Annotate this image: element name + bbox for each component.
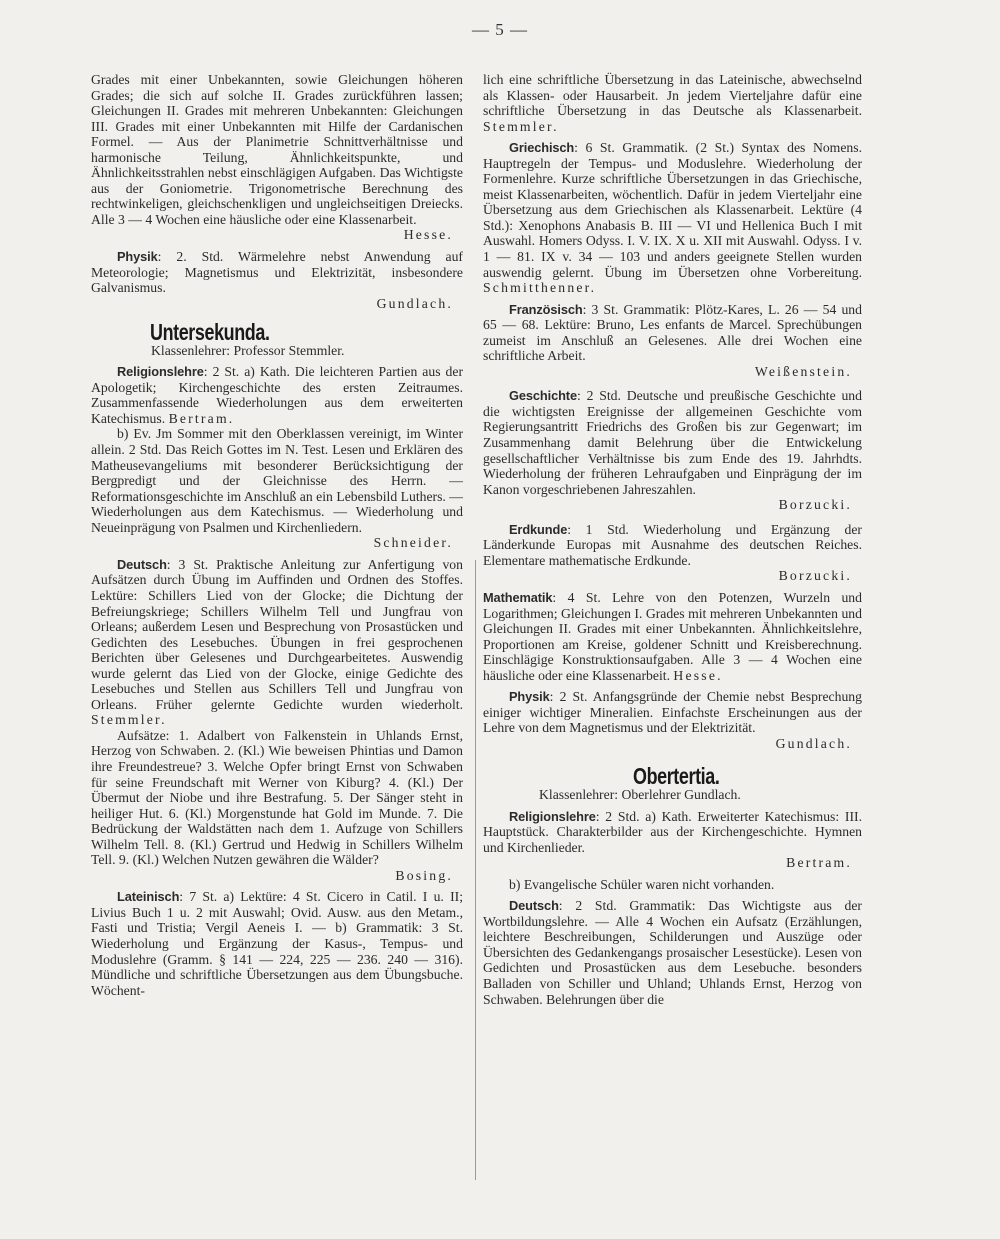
franz-section xyxy=(483,302,862,364)
gesch-text: : 2 Std. Deutsche und preußische Geschichte und die wichtigsten Ereignisse der allgemeinen Geschichte vom Regierungsantritt Friedrichs des Großen bis zur Gegenwart; im Zusammenhang damit Belehrung über die Entwickelung gesellschaftlicher Verhältnisse bis zum Ende des 19. Jahrhdts. Wiederholung der früheren Lehraufgaben und Einprägung der im Kanon vorgeschriebenen Jahreszahlen. xyxy=(483,388,862,497)
latein-label: Lateinisch xyxy=(117,889,180,905)
griech-signature: Schmitthenner. xyxy=(483,280,597,296)
mathe-signature: Hesse. xyxy=(673,667,723,683)
right-intro-body: lich eine schriftliche Übersetzung in das Lateinische, abwechselnd als Klassen- oder Hausarbeit. Jn jedem Vierteljahre dafür eine schriftliche Übersetzung in das Deutsche als Klassenarbeit. xyxy=(483,72,862,119)
religion2-label: Religionslehre xyxy=(509,808,596,824)
right-intro-signature: Stemmler. xyxy=(483,118,559,134)
mathe-label: Mathematik xyxy=(483,589,553,605)
physik-text: : 2. Std. Wärmelehre nebst Anwendung auf Meteorologie; Magnetismus und Elektrizität, insbesondere Galvanismus. xyxy=(91,249,463,296)
column-divider xyxy=(475,560,476,1180)
aufsaetze-signature: Bosing. xyxy=(395,867,453,883)
deutsch-signature: Stemmler. xyxy=(91,712,167,728)
physik2-label: Physik xyxy=(509,689,550,705)
physik2-signature: Gundlach. xyxy=(775,735,852,751)
aufsaetze-text: Aufsätze: 1. Adalbert von Falkenstein in Uhlands Ernst, Herzog von Schwaben. 2. (Kl.) Wie beweisen Phintias und Damon ihre Freundestreue? 3. Welche Opfer bringt Ernst von Schwaben für seine Freundschaft mit Werner von Kiburg? 4. (Kl.) Der Übermut der Niobe und ihre Bestrafung. 5. Der Sänger steht in heiliger Hut. 6. (Kl.) Morgenstunde hat Gold im Munde. 7. Die Bedrückung der Waldstätten nach dem 1. Aufzuge von Schillers Wilhelm Tell. 8. (Kl.) Gertrud und Hedwig in Schillers Wilhelm Tell. 9. (Kl.) Welchen Nutzen gewähren die Wälder? xyxy=(91,727,463,868)
mathe-section xyxy=(483,590,862,683)
griech-section xyxy=(483,140,862,295)
physik2-section xyxy=(483,689,862,736)
religion2-ev-text: b) Evangelische Schüler waren nicht vorhanden. xyxy=(509,876,775,892)
physik-label: Physik xyxy=(117,249,158,265)
left-intro-text: Grades mit einer Unbekannten, sowie Gleichungen höheren Grades; die sich auf solche II. Grades zurückführen lassen; Gleichungen II. Grades mit mehreren Unbekannten: Gleichungen III. Grades mit einer Unbekannten mit Hilfe der Cardanischen Formel. — Aus der Planimetrie Schnittverhältnisse und harmonische Teilung, Ähnlichkeitspunkte, und Ähnlichkeitsstrahlen nebst einschlägigen Aufgaben. Das Wichtigste aus der Goniometrie. Trigonometrische Berechnung des rechtwinkeligen, gleichschenkligen und ungleichseitigen Dreiecks. Alle 3 — 4 Wochen eine häusliche oder eine Klassenarbeit. xyxy=(91,72,463,227)
klassenlehrer-obertertia: Klassenlehrer: Oberlehrer Gundlach. xyxy=(539,786,741,802)
latein-section xyxy=(91,889,463,998)
erd-signature: Borzucki. xyxy=(778,568,852,584)
religion2-signature: Bertram. xyxy=(786,855,852,871)
erd-text: : 1 Std. Wiederholung und Ergänzung der Länderkunde Europas mit Ausnahme des deutschen Reiches. Elementare mathematische Erdkunde. xyxy=(483,521,862,568)
religion-label: Religionslehre xyxy=(117,364,204,380)
section-heading-obertertia: Obertertia. xyxy=(633,763,720,790)
griech-label: Griechisch xyxy=(509,140,575,156)
religion-ev-text: b) Ev. Jm Sommer mit den Oberklassen vereinigt, im Winter allein. 2 Std. Das Reich Gottes im N. Test. Lesen und Erklären des Matheusevangeliums mit besonderer Berücksichtigung der Bergpredigt und der Gleichnisse des Herrn. — Reformationsgeschichte im Anschluß an ein Lebensbild Luthers. — Wiederholungen aus dem Katechismus. — Wiederholung und Neueinprägung von Psalmen und Kirchenliedern. xyxy=(91,426,463,535)
deutsch-text: : 3 St. Praktische Anleitung zur Anfertigung von Aufsätzen durch Übung im Auffinden und Ordnen des Stoffes. Lektüre: Schillers Lied von der Glocke; die Dichtung der Befreiungskriege; Schillers Wilhelm Tell und Jungfrau von Orleans; außerdem Lesen und Besprechung von Prosastücken und Gedichten des Lesebuches. Übungen in frei gesprochenen Berichten über Gelesenes und Durchgearbeitetes. Auswendig wurde gelernt das Lied von der Glocke, einige Gedichte des Lesebuches und Stellen aus Schillers Tell und Jungfrau von Orleans. Früher gelernte Gedichte wurden wiederholt. xyxy=(91,556,463,712)
gesch-label: Geschichte xyxy=(509,388,577,404)
religion-text: : 2 St. a) Kath. Die leichteren Partien aus der Apologetik; Kirchengeschichte des ersten Zeitraumes. Zusammenfassende Wiederholungen aus dem erweiterten Katechismus. xyxy=(91,364,463,426)
physik-signature: Gundlach. xyxy=(376,295,453,311)
religion2-text: : 2 Std. a) Kath. Erweiterter Katechismus: III. Hauptstück. Charakterbilder aus der Kirchengeschichte. Hymnen und Kirchenlieder. xyxy=(483,808,862,855)
griech-text: : 6 St. Grammatik. (2 St.) Syntax des Nomens. Hauptregeln der Tempus- und Moduslehre. Wiederholung der Formenlehre. Kurze schriftliche Übersetzungen in das Griechische, meist Klassenarbeiten, wöchentlich. Dafür in jedem Vierteljahr eine Übersetzung aus dem Griechischen als Klassenarbeit. Lektüre (4 Std.): Xenophons Anabasis B. III — VI und Hellenica Buch I mit Auswahl. Homers Odyss. I. V. IX. X u. XII mit Auswahl. Odyss. I v. 1 — 81. IX v. 34 — 103 und anders geeignete Stellen wurden auswendig gelernt. Übung im Übersetzen ohne Vorbereitung. xyxy=(483,140,862,280)
right-column xyxy=(483,72,862,1007)
erd-label: Erdkunde xyxy=(509,521,568,537)
deutsch2-text: : 2 Std. Grammatik: Das Wichtigste aus der Wortbildungslehre. — Alle 4 Wochen ein Aufsatz (Erzählungen, leichtere Beschreibungen, Schilderungen und Auszüge oder Übersichten des Gedankengangs prosaischer Lesestücke). Lesen von Gedichten und Prosastücken aus dem Lesebuche. besonders Balladen von Schiller und Uhland; Uhlands Ernst, Herzog von Schwaben. Belehrungen über die xyxy=(483,898,862,1007)
section-heading-untersekunda: Untersekunda. xyxy=(150,319,270,346)
klassenlehrer-untersekunda: Klassenlehrer: Professor Stemmler. xyxy=(151,342,345,358)
religion-ev-signature: Schneider. xyxy=(373,535,453,551)
physik-section xyxy=(91,249,463,296)
right-intro-text xyxy=(483,72,862,134)
deutsch2-label: Deutsch xyxy=(509,898,559,914)
religion-section xyxy=(91,364,463,426)
erd-section xyxy=(483,522,862,569)
franz-signature: Weißenstein. xyxy=(754,363,852,379)
deutsch-label: Deutsch xyxy=(117,556,167,572)
deutsch2-section xyxy=(483,898,862,1007)
franz-text: : 3 St. Grammatik: Plötz-Kares, L. 26 — 54 und 65 — 68. Lektüre: Bruno, Les enfants de Marcel. Sprechübungen zumeist im Anschluß an Gelesenes. Alle drei Wochen eine schriftliche Arbeit. xyxy=(483,301,862,364)
deutsch-section xyxy=(91,557,463,728)
religion2-section xyxy=(483,809,862,856)
gesch-section xyxy=(483,388,862,497)
page-number: — 5 — xyxy=(472,20,528,39)
mathe-text: : 4 St. Lehre von den Potenzen, Wurzeln und Logarithmen; Gleichungen I. Grades mit mehreren Unbekannten und Gleichungen II. Grades mit einer Unbekannten. Ähnlichkeitslehre, Proportionen am Kreise, goldener Schnitt und Kreisberechnung. Einschlägige Konstruktionsaufgaben. Alle 3 — 4 Wochen eine häusliche oder eine Klassenarbeit. xyxy=(483,589,862,683)
left-column xyxy=(91,72,463,998)
left-intro-signature: Hesse. xyxy=(403,227,453,243)
gesch-signature: Borzucki. xyxy=(778,497,852,513)
religion-signature: Bertram. xyxy=(168,410,235,426)
physik2-text: : 2 St. Anfangsgründe der Chemie nebst Besprechung einiger wichtiger Mineralien. Einfachste Erscheinungen aus der Lehre von dem Magnetismus und der Elektrizität. xyxy=(483,689,862,736)
latein-text: : 7 St. a) Lektüre: 4 St. Cicero in Catil. I u. II; Livius Buch 1 u. 2 mit Auswahl; Ovid. Ausw. aus den Metam., Fasti und Tristia; Vergil Aeneis I. — b) Grammatik: 3 St. Wiederholung und Ergänzung der Kasus-, Tempus- und Moduslehre (Gramm. § 141 — 224, 225 — 236. 240 — 316). Mündliche und schriftliche Übersetzungen aus dem Übungsbuche. Wöchent- xyxy=(91,889,463,998)
franz-label: Französisch xyxy=(509,301,583,317)
